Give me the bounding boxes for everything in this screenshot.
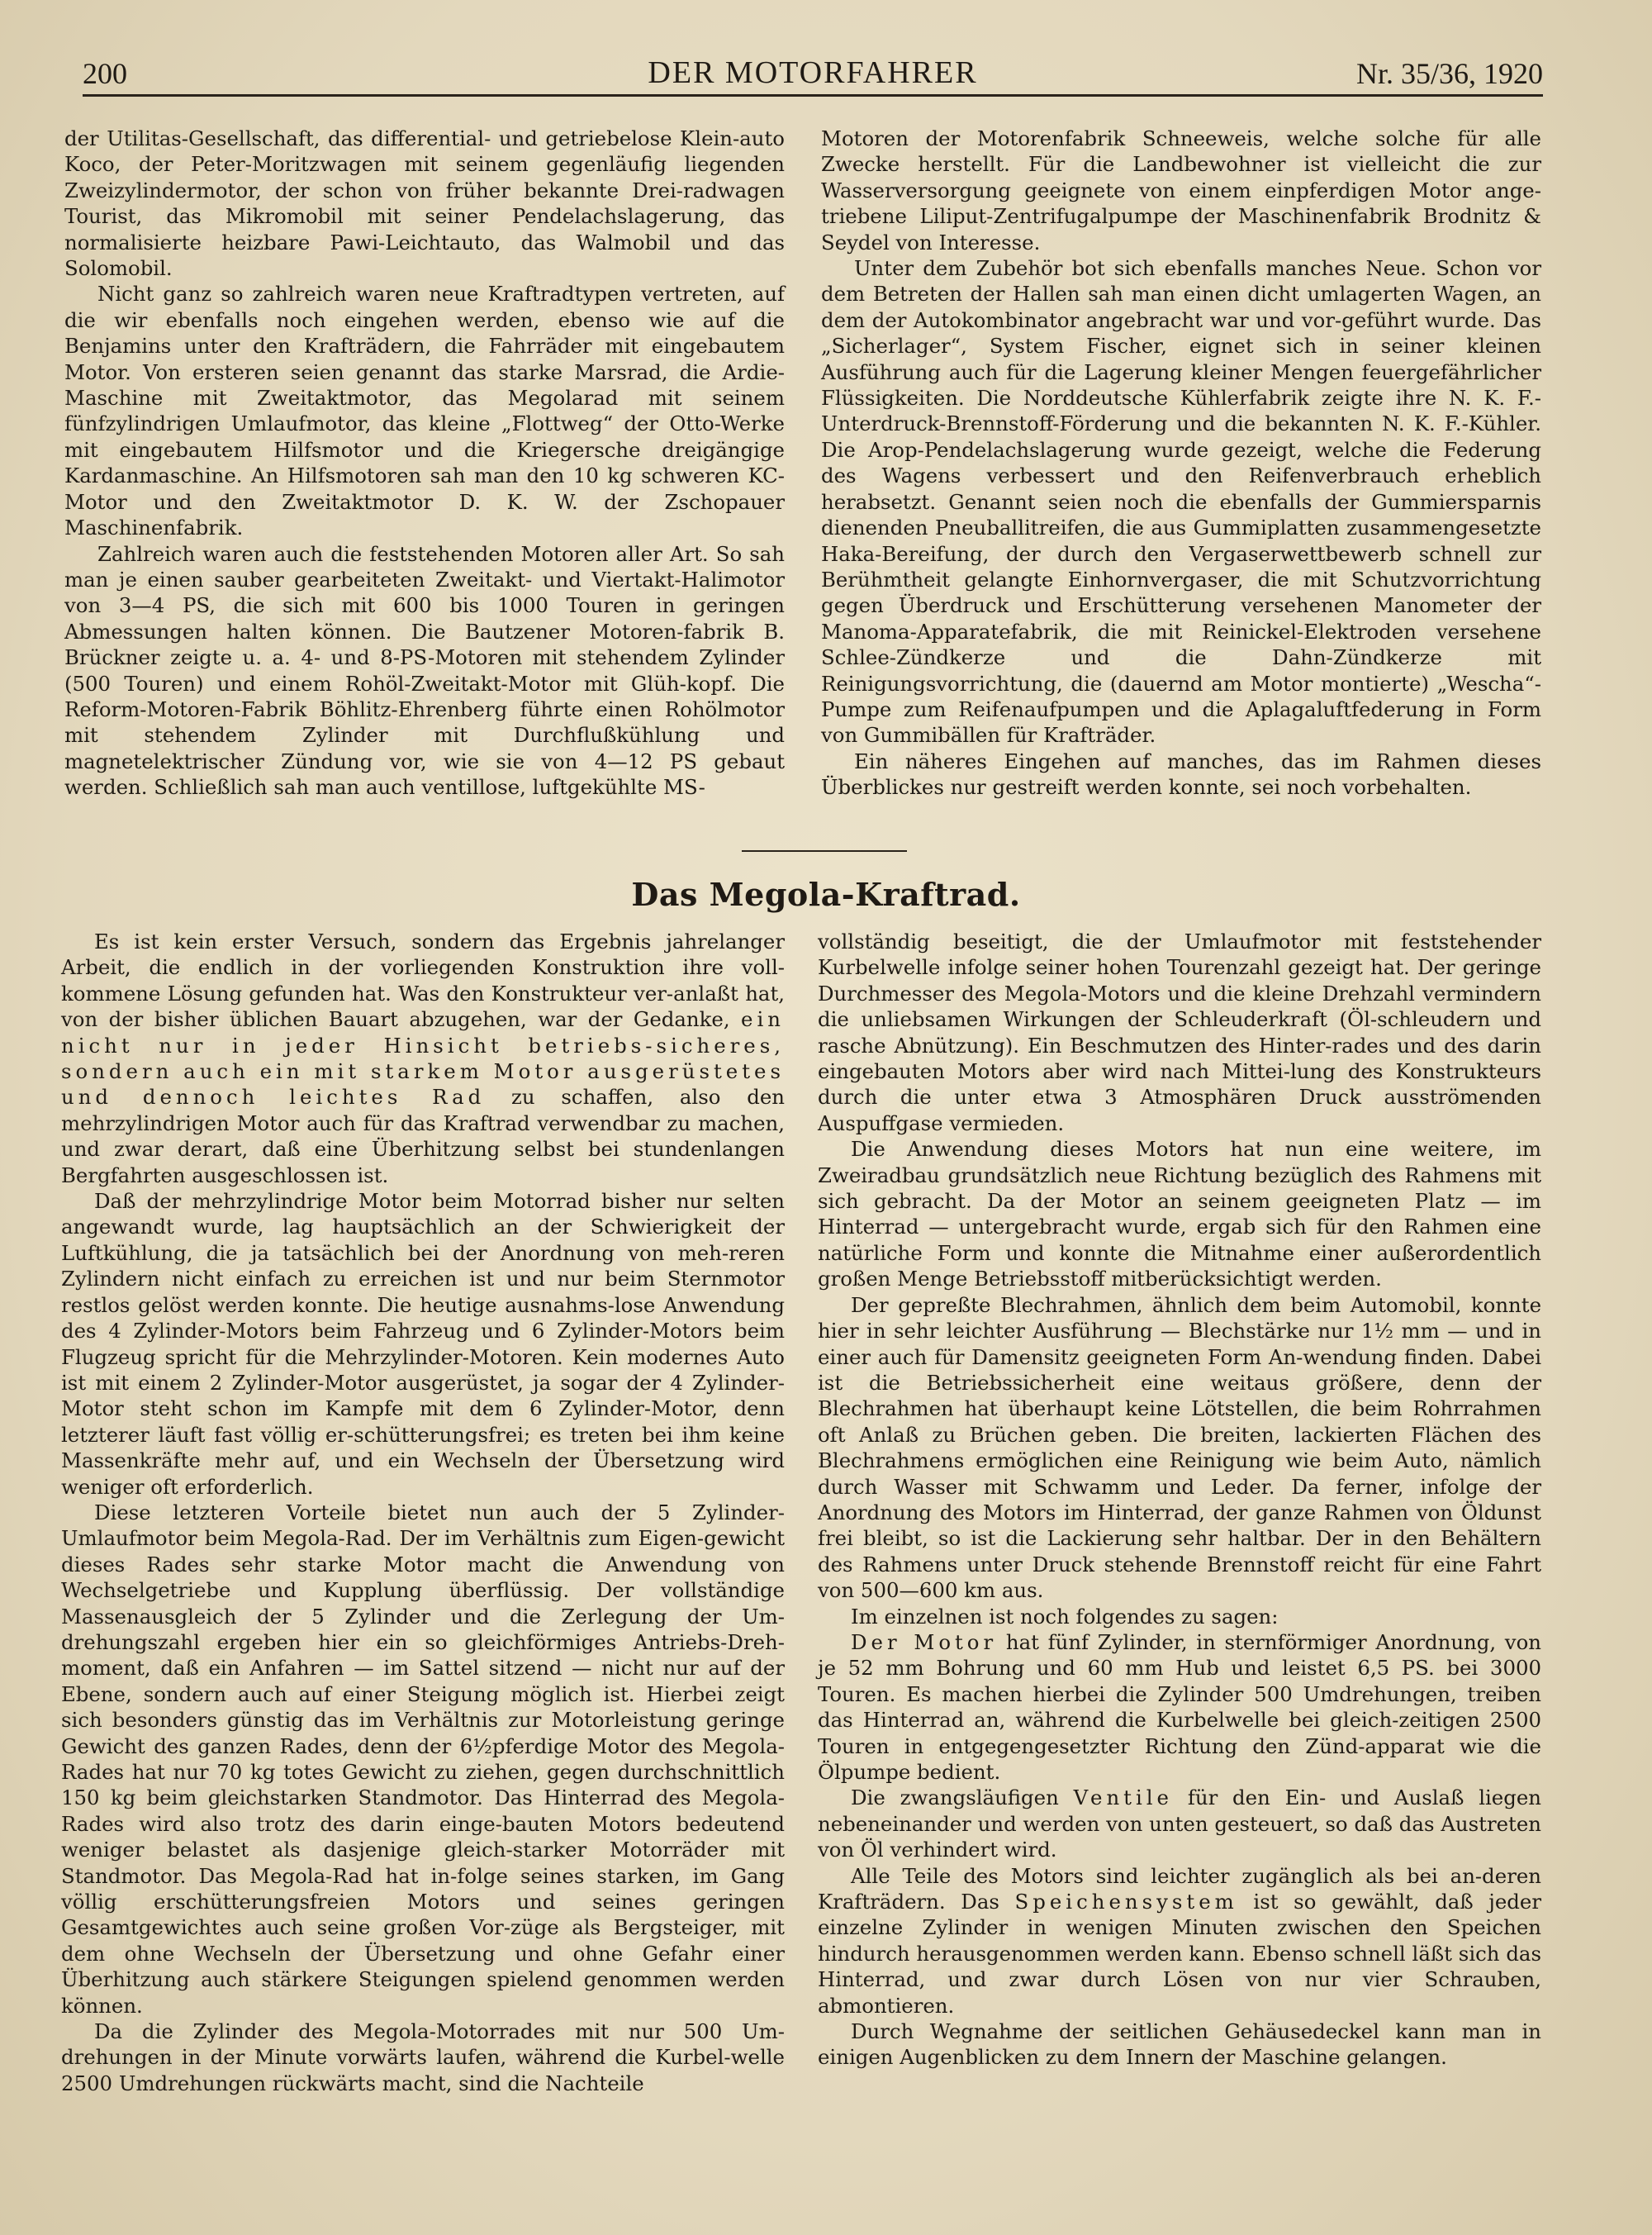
paragraph: Motoren der Motorenfabrik Schneeweis, welche solche für alle Zwecke herstellt. Für die Landbewohner ist vielleicht die zur Wasserversorgung geeignete von einem einpferdigen Motor ange-triebene Liliput-Zentrifugalpumpe der Maschinenfabrik Brodnitz & Seydel von Interesse. xyxy=(821,126,1541,254)
paragraph: Die Anwendung dieses Motors hat nun eine weitere, im Zweiradbau grundsätzlich neue Richtung bezüglich des Rahmens mit sich gebracht. Da der Motor an seinem geeigneten Platz — im Hinterrad — untergebracht wurde, ergab sich für den Rahmen eine natürliche Form und konnte die Mitnahme einer außerordentlich großen Menge Betriebsstoff mitberücksichtigt werden. xyxy=(818,1137,1541,1291)
text-run: Alle Teile des Motors sind leichter zugänglich als bei an-deren Krafträdern. Das xyxy=(818,1863,1541,1914)
paragraph: Durch Wegnahme der seitlichen Gehäusedeckel kann man in einigen Augenblicken zu dem Innern der Maschine gelangen. xyxy=(818,2019,1541,2070)
paragraph xyxy=(818,1629,1541,1785)
text-run: hat fünf Zylinder, in sternförmiger Anordnung, von je 52 mm Bohrung und 60 mm Hub und leistet 6,5 PS. bei 3000 Touren. Es machen hierbei die Zylinder 500 Umdrehungen, treiben das Hinterrad an, während die Kurbelwelle bei gleich-zeitigen 2500 Touren in entgegengesetzter Richtung den Zünd-apparat wie die Ölpumpe bedient. xyxy=(818,1629,1541,1784)
paragraph: Nicht ganz so zahlreich waren neue Kraftradtypen vertreten, auf die wir ebenfalls noch eingehen werden, ebenso wie auf die Benjamins unter den Krafträdern, die Fahrräder mit eingebautem Motor. Von ersteren seien genannt das starke Marsrad, die Ardie-Maschine mit Zweitaktmotor, das Megolarad mit seinem fünfzylindrigen Umlaufmotor, das kleine „Flottweg“ der Otto-Werke mit eingebautem Hilfsmotor und die Kriegersche dreigängige Kardanmaschine. An Hilfsmotoren sah man den 10 kg schweren KC-Motor und den Zweitaktmotor D. K. W. der Zschopauer Maschinenfabrik. xyxy=(64,282,785,540)
column-top-right xyxy=(821,126,1541,801)
text-run: Es ist kein erster Versuch, sondern das Ergebnis jahrelanger Arbeit, die endlich in der vorliegenden Konstruktion ihre voll-kommene Lösung gefunden hat. Was den Konstrukteur ver-anlaßt hat, von der bisher üblichen Bauart abzugehen, war der Gedanke, xyxy=(61,930,785,1032)
spaced-emphasis: Speichensystem xyxy=(1014,1890,1238,1914)
paragraph: Im einzelnen ist noch folgendes zu sagen: xyxy=(851,1604,1279,1629)
paragraph: Daß der mehrzylindrige Motor beim Motorrad bisher nur selten angewandt wurde, lag hauptsächlich an der Schwierigkeit der Luftkühlung, die ja tatsächlich bei der Anordnung von meh-reren Zylindern nicht einfach zu erreichen ist und nur beim Sternmotor restlos gelöst werden konnte. Die heutige ausnahms-lose Anwendung des 4 Zylinder-Motors beim Fahrzeug und 6 Zylinder-Motors beim Flugzeug spricht für die Mehrzylinder-Motoren. Kein modernes Auto ist mit einem 2 Zylinder-Motor ausgerüstet, ja sogar der 4 Zylinder-Motor steht schon im Kampfe mit dem 6 Zylinder-Motor, denn letzterer läuft fast völlig er-schütterungsfrei; es treten bei ihm keine Massenkräfte mehr auf, und ein Wechseln der Übersetzung wird weniger oft erforderlich. xyxy=(61,1189,785,1499)
column-bottom-right xyxy=(818,929,1541,2071)
column-top-left xyxy=(64,126,785,801)
paragraph: Diese letzteren Vorteile bietet nun auch der 5 Zylinder-Umlaufmotor beim Megola-Rad. Der im Verhältnis zum Eigen-gewicht dieses Rades sehr starke Motor macht die Anwendung von Wechselgetriebe und Kupplung überflüssig. Der vollständige Massenausgleich der 5 Zylinder und die Zerlegung der Um-drehungszahl ergeben hier ein so gleichförmiges Antriebs-Dreh-moment, daß ein Anfahren — im Sattel sitzend — nicht nur auf der Ebene, sondern auch auf einer Steigung möglich ist. Hierbei zeigt sich besonders günstig das im Verhältnis zur Motorleistung geringe Gewicht des ganzen Rades, denn der 6½pferdige Motor des Megola-Rades hat nur 70 kg totes Gewicht zu ziehen, gegen durchschnittlich 150 kg beim gleichstarken Standmotor. Das Hinterrad des Megola-Rades wird also trotz des darin einge-bauten Motors bedeutend weniger belastet als dasjenige gleich-starker Motorräder mit Standmotor. Das Megola-Rad hat in-folge seines starken, im Gang völlig erschütterungsfreien Motors und seines geringen Gesamtgewichtes auch seine großen Vor-züge als Bergsteiger, mit dem ohne Wechseln der Übersetzung und ohne Gefahr einer Überhitzung auch stärkere Steigungen spielend genommen werden können. xyxy=(61,1500,785,2018)
text-run: Die zwangsläufigen xyxy=(851,1786,1074,1810)
spaced-emphasis: ein nicht nur in jeder Hinsicht betriebs-sicheres, sondern auch ein mit starkem Motor ausgerüstetes und dennoch leichtes Rad xyxy=(61,1007,785,1110)
paragraph: Da die Zylinder des Megola-Motorrades mit nur 500 Um-drehungen in der Minute vorwärts laufen, während die Kurbel-welle 2500 Umdrehungen rückwärts macht, sind die Nachteile xyxy=(61,2019,785,2095)
article-title: Das Megola-Kraftrad. xyxy=(631,876,1021,913)
paragraph: der Utilitas-Gesellschaft, das differential- und getriebelose Klein-auto Koco, der Peter-Moritzwagen mit seinem gegenläufig liegenden Zweizylindermotor, der schon von früher bekannte Drei-radwagen Tourist, das Mikromobil mit seiner Pendelachslagerung, das normalisierte heizbare Pawi-Leichtauto, das Walmobil und das Solomobil. xyxy=(64,126,785,281)
paragraph xyxy=(61,929,785,1188)
text-run: zu schaffen, also den mehrzylindrigen Motor auch für das Kraftrad verwendbar zu machen, und zwar derart, daß eine Überhitzung selbst bei stundenlangen Bergfahrten ausgeschlossen ist. xyxy=(61,1085,785,1187)
paragraph: Der gepreßte Blechrahmen, ähnlich dem beim Automobil, konnte hier in sehr leichter Ausführung — Blechstärke nur 1½ mm — und in einer auch für Damensitz geeigneten Form An-wendung finden. Dabei ist die Betriebssicherheit eine weitaus größere, denn der Blechrahmen hat überhaupt keine Lötstellen, die beim Rohrrahmen oft Anlaß zu Brüchen geben. Die breiten, lackierten Flächen des Blechrahmens ermöglichen eine Reinigung wie beim Auto, nämlich durch Wasser mit Schwamm und Leder. Da ferner, infolge der Anordnung des Motors im Hinterrad, der ganze Rahmen von Öldunst frei bleibt, so ist die Lackierung sehr haltbar. Der in den Behältern des Rahmens unter Druck stehende Brennstoff reicht für eine Fahrt von 500—600 km aus. xyxy=(818,1292,1541,1603)
page-header xyxy=(83,51,1543,97)
section-separator xyxy=(742,850,907,852)
spaced-emphasis: Ventile xyxy=(1073,1786,1173,1810)
issue-number: Nr. 35/36, 1920 xyxy=(1355,57,1543,90)
text-run: ist so gewählt, daß jeder einzelne Zylinder in wenigen Minuten zwischen den Speichen hindurch herausgenommen werden kann. Ebenso schnell läßt sich das Hinterrad, und zwar durch Lösen von nur vier Schrauben, abmontieren. xyxy=(818,1890,1541,2018)
paragraph: Ein näheres Eingehen auf manches, das im Rahmen dieses Überblickes nur gestreift werden konnte, sei noch vorbehalten. xyxy=(821,749,1541,800)
journal-title: DER MOTORFAHRER xyxy=(648,55,978,90)
paragraph: Unter dem Zubehör bot sich ebenfalls manches Neue. Schon vor dem Betreten der Hallen sah man einen dicht umlagerten Wagen, an dem der Autokombinator angebracht war und vor-geführt wurde. Das „Sicherlager“, System Fischer, eignet sich in seiner kleinen Ausführung auch für die Lagerung kleiner Mengen feuergefährlicher Flüssigkeiten. Die Norddeutsche Kühlerfabrik zeigte ihre N. K. F.-Unterdruck-Brennstoff-Förderung und die bekannten N. K. F.-Kühler. Die Arop-Pendelachslagerung wurde gezeigt, welche die Federung des Wagens verbessert und den Reifenverbrauch erheblich herabsetzt. Genannt seien noch die ebenfalls der Gummiersparnis dienenden Pneuballitreifen, die aus Gummiplatten zusammengesetzte Haka-Bereifung, der durch den Vergaserwettbewerb schnell zur Berühmtheit gelangte Einhornvergaser, die mit Schutzvorrichtung gegen Überdruck und Erschütterung versehenen Manometer der Manoma-Apparatefabrik, die mit Reinickel-Elektroden versehene Schlee-Zündkerze und die Dahn-Zündkerze mit Reinigungsvorrichtung, die (dauernd am Motor montierte) „Wescha“-Pumpe zum Reifenaufpumpen und die Aplagaluftfederung in Form von Gummibällen für Krafträder. xyxy=(821,256,1541,748)
paragraph xyxy=(818,1785,1541,1862)
paragraph: vollständig beseitigt, die der Umlaufmotor mit feststehender Kurbelwelle infolge seiner hohen Tourenzahl gezeigt hat. Der geringe Durchmesser des Megola-Motors und die kleine Drehzahl vermindern die unliebsamen Wirkungen der Schleuderkraft (Öl-schleudern und rasche Abnützung). Ein Beschmutzen des Hinter-rades und des darin eingebauten Motors aber wird nach Mittei-lung des Konstrukteurs durch die unter etwa 3 Atmosphären Druck ausströmenden Auspuffgase vermieden. xyxy=(818,930,1541,1135)
paragraph xyxy=(818,1863,1541,2019)
text-run: für den Ein- und Auslaß liegen nebeneinander und werden von unten gesteuert, so daß das Austreten von Öl verhindert wird. xyxy=(818,1786,1541,1862)
column-bottom-left xyxy=(61,929,785,2096)
page-number: 200 xyxy=(83,57,127,90)
spaced-emphasis: Der Motor xyxy=(851,1629,998,1654)
paragraph: Zahlreich waren auch die feststehenden Motoren aller Art. So sah man je einen sauber gearbeiteten Zweitakt- und Viertakt-Halimotor von 3—4 PS, die sich mit 600 bis 1000 Touren in geringen Abmessungen halten können. Die Bautzener Motoren-fabrik B. Brückner zeigte u. a. 4- und 8-PS-Motoren mit stehendem Zylinder (500 Touren) und einem Rohöl-Zweitakt-Motor mit Glüh-kopf. Die Reform-Motoren-Fabrik Böhlitz-Ehrenberg führte einen Rohölmotor mit stehendem Zylinder mit Durchflußkühlung und magnetelektrischer Zündung vor, wie sie von 4—12 PS gebaut werden. Schließlich sah man auch ventillose, luftgekühlte MS- xyxy=(64,541,785,800)
